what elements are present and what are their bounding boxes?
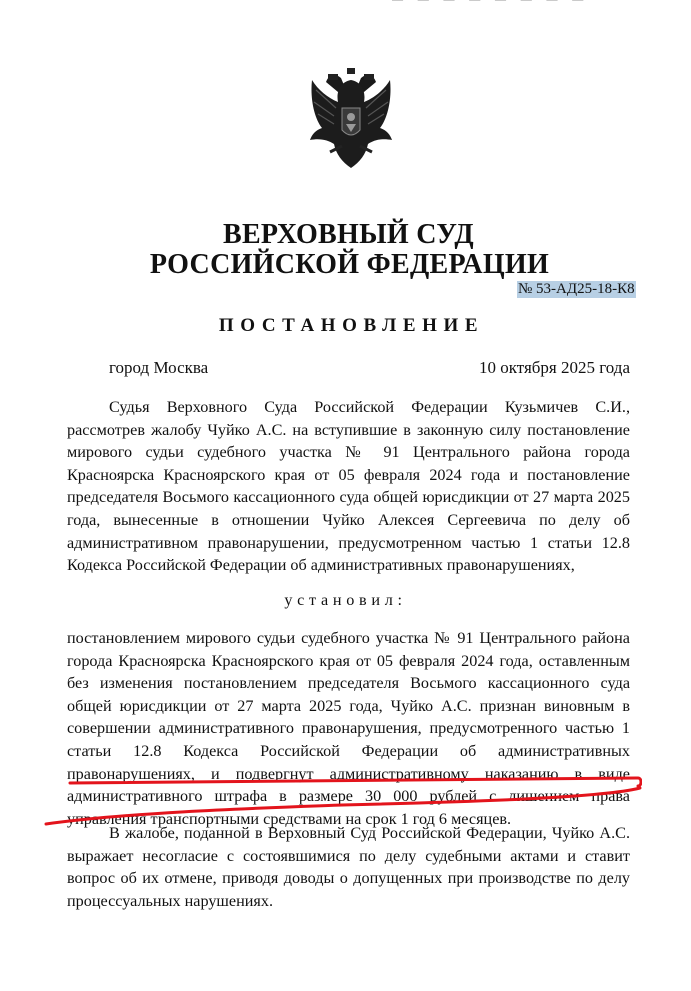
intro-paragraph: Судья Верховного Суда Российской Федерации Кузьмичев С.И., рассмотрев жалобу Чуйко А.С. на вступившие в законную силу постановление мирового судьи судебного участка № 91 Центрального района города Красноярска Красноярского края от 05 февраля 2024 года и постановление председателя Восьмого кассационного суда общей юрисдикции от 27 марта 2025 года, вынесенные в отношении Чуйко Алексея Сергеевича по делу об административном правонарушении, предусмотренном частью 1 статьи 12.8 Кодекса Российской Федерации об административных правонарушениях, [67,398,630,575]
section-heading: установил: [284,591,407,609]
complaint-paragraph: В жалобе, поданной в Верховный Суд Российской Федерации, Чуйко А.С. выражает несогласие с состоявшимися по делу судебными актами и ставит вопрос об их отмене, приводя доводы о допущенных при производстве по делу процессуальных нарушениях. [67,824,630,910]
cropped-header-fragment: — — — — — — — — [392,0,590,6]
document-title: ПОСТАНОВЛЕНИЕ [218,315,485,336]
coat-of-arms-icon [308,68,394,172]
court-name-line-2: РОССИЙСКОЙ ФЕДЕРАЦИИ [149,249,550,280]
document-date: 10 октября 2025 года [478,358,630,377]
case-number: № 53-АД25-18-К8 [518,281,635,297]
city: город Москва [109,358,209,377]
finding-paragraph: постановлением мирового судьи судебного участка № 91 Центрального района города Красноярска Красноярского края от 05 февраля 2024 года, оставленным без изменения постановлением председателя Восьмого кассационного суда общей юрисдикции от 27 марта 2025 года, Чуйко А.С. признан виновным в совершении административного правонарушения, предусмотренного частью 1 статьи 12.8 Кодекса Российской Федерации об административных правонарушениях, и подвергнут административному наказанию в виде административного штрафа в размере 30 000 рублей с лишением права управления транспортными средствами на срок 1 год 6 месяцев. [67,629,630,828]
court-name-line-1: ВЕРХОВНЫЙ СУД [222,219,474,250]
